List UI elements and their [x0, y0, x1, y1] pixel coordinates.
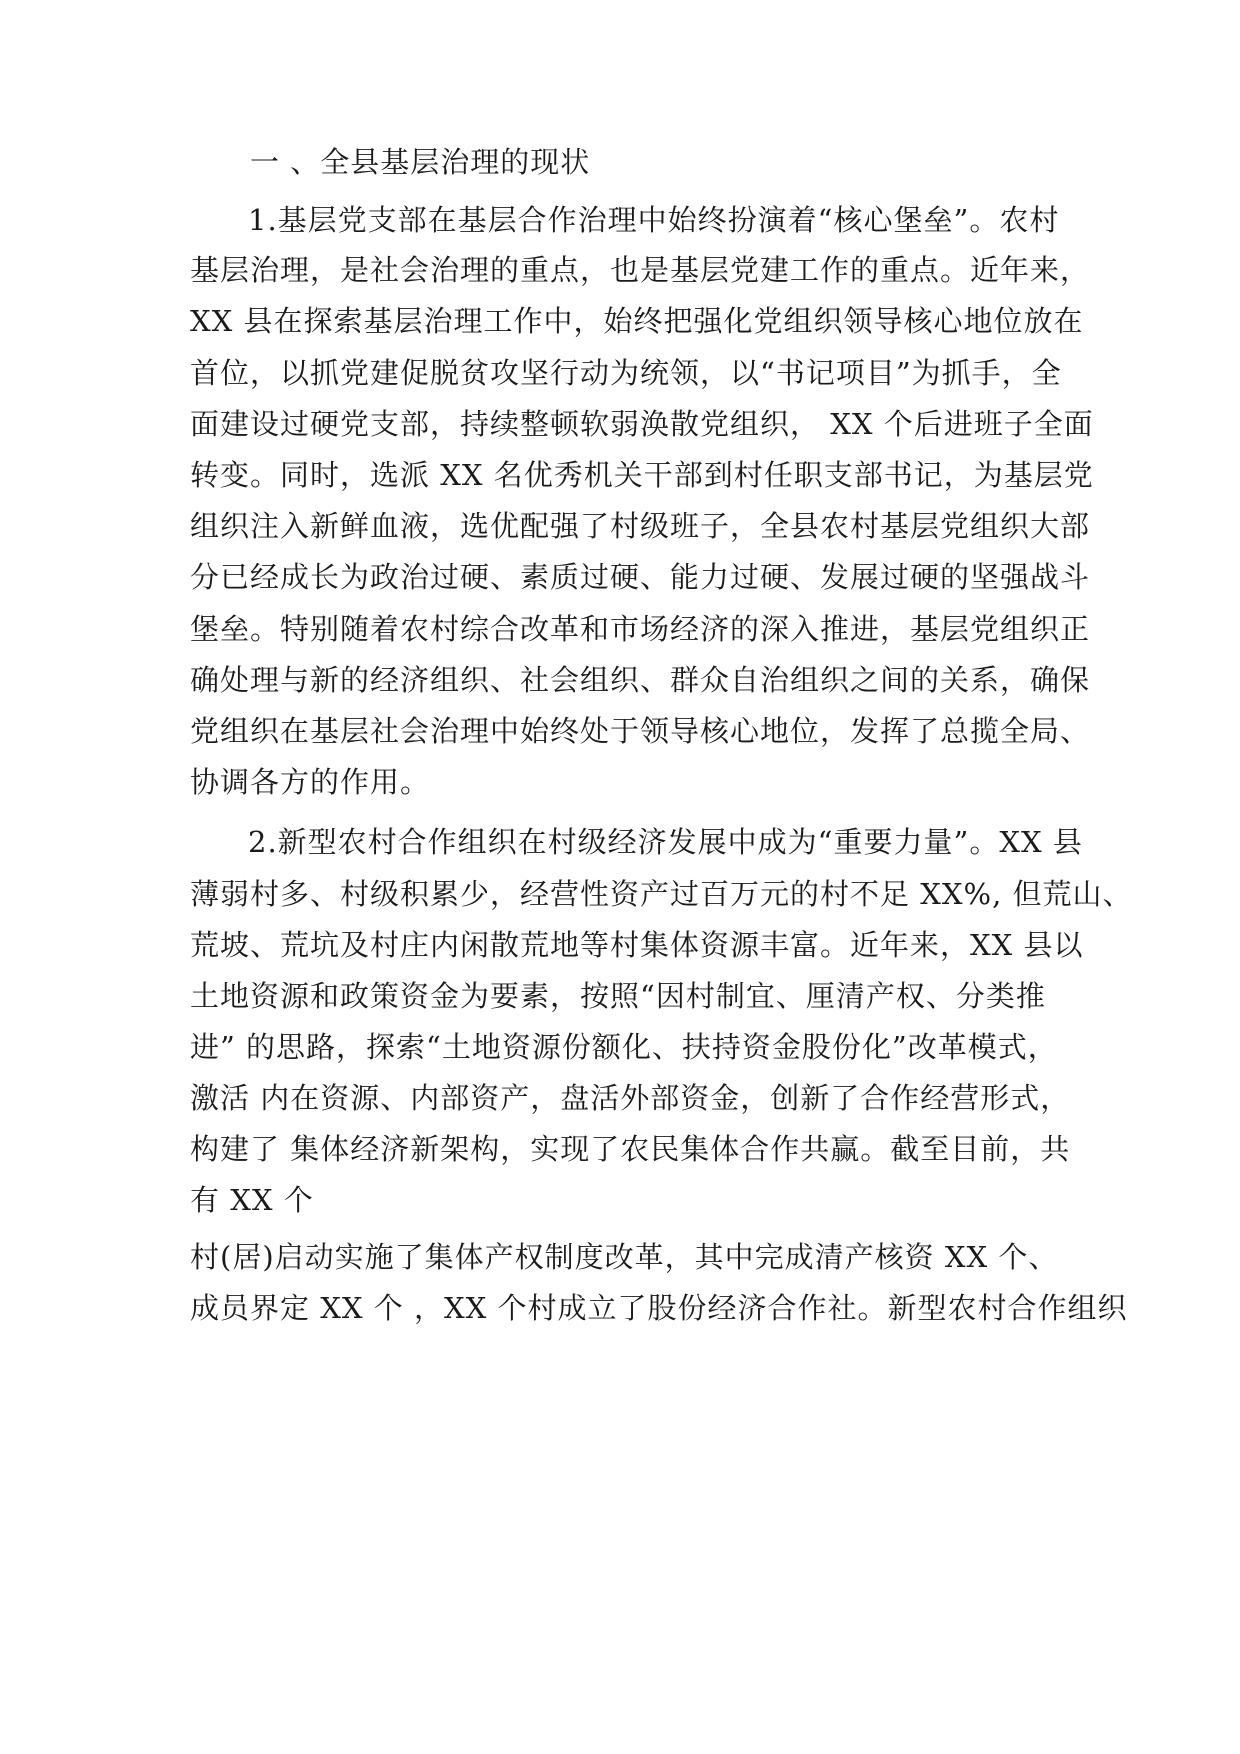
paragraph-2-line: 构建了 集体经济新架构，实现了农民集体合作共赢。截至目前，共: [190, 1132, 1071, 1166]
paragraph-1-line: XX 县在探索基层治理工作中，始终把强化党组织领导核心地位放在: [190, 304, 1084, 338]
paragraph-1-line: 1.基层党支部在基层合作治理中始终扮演着“核心堡垒”。农村: [248, 203, 1060, 237]
paragraph-2-line: 有 XX 个: [190, 1183, 314, 1217]
paragraph-1-line: 党组织在基层社会治理中始终处于领导核心地位，发挥了总揽全局、: [190, 714, 1091, 748]
paragraph-1-line: 基层治理，是社会治理的重点，也是基层党建工作的重点。近年来，: [190, 253, 1091, 287]
paragraph-2-line: 薄弱村多、村级积累少，经营性资产过百万元的村不足 XX%, 但荒山、: [190, 877, 1133, 911]
section-heading: 一 、全县基层治理的现状: [250, 145, 591, 179]
paragraph-1-line: 协调各方的作用。: [190, 765, 431, 799]
paragraph-1-line: 堡垒。特别随着农村综合改革和市场经济的深入推进，基层党组织正: [190, 612, 1091, 646]
paragraph-2-line: 土地资源和政策资金为要素，按照“因村制宜、厘清产权、分类推: [190, 979, 1046, 1013]
paragraph-1-line: 分已经成长为政治过硬、素质过硬、能力过硬、发展过硬的坚强战斗: [190, 560, 1091, 594]
paragraph-2-line: 成员界定 XX 个 ，XX 个村成立了股份经济合作社。新型农村合作组织: [190, 1291, 1128, 1325]
paragraph-1-line: 面建设过硬党支部，持续整顿软弱涣散党组织， XX 个后进班子全面: [190, 407, 1094, 441]
paragraph-1-line: 转变。同时，选派 XX 名优秀机关干部到村任职支部书记，为基层党: [190, 458, 1094, 492]
paragraph-2-line: 激活 内在资源、内部资产，盘活外部资金，创新了合作经营形式，: [190, 1081, 1071, 1115]
paragraph-1-line: 组织注入新鲜血液，选优配强了村级班子，全县农村基层党组织大部: [190, 509, 1091, 543]
paragraph-2-line: 进” 的思路，探索“土地资源份额化、扶持资金股份化”改革模式，: [190, 1030, 1058, 1064]
paragraph-1-line: 首位，以抓党建促脱贫攻坚行动为统领，以“书记项目”为抓手，全: [190, 356, 1062, 390]
paragraph-2-line: 村(居)启动实施了集体产权制度改革，其中完成清产核资 XX 个、: [190, 1240, 1059, 1274]
paragraph-2-line: 荒坡、荒坑及村庄内闲散荒地等村集体资源丰富。近年来，XX 县以: [190, 928, 1084, 962]
paragraph-2-line: 2.新型农村合作组织在村级经济发展中成为“重要力量”。XX 县: [248, 825, 1083, 859]
paragraph-1-line: 确处理与新的经济组织、社会组织、群众自治组织之间的关系，确保: [190, 663, 1091, 697]
